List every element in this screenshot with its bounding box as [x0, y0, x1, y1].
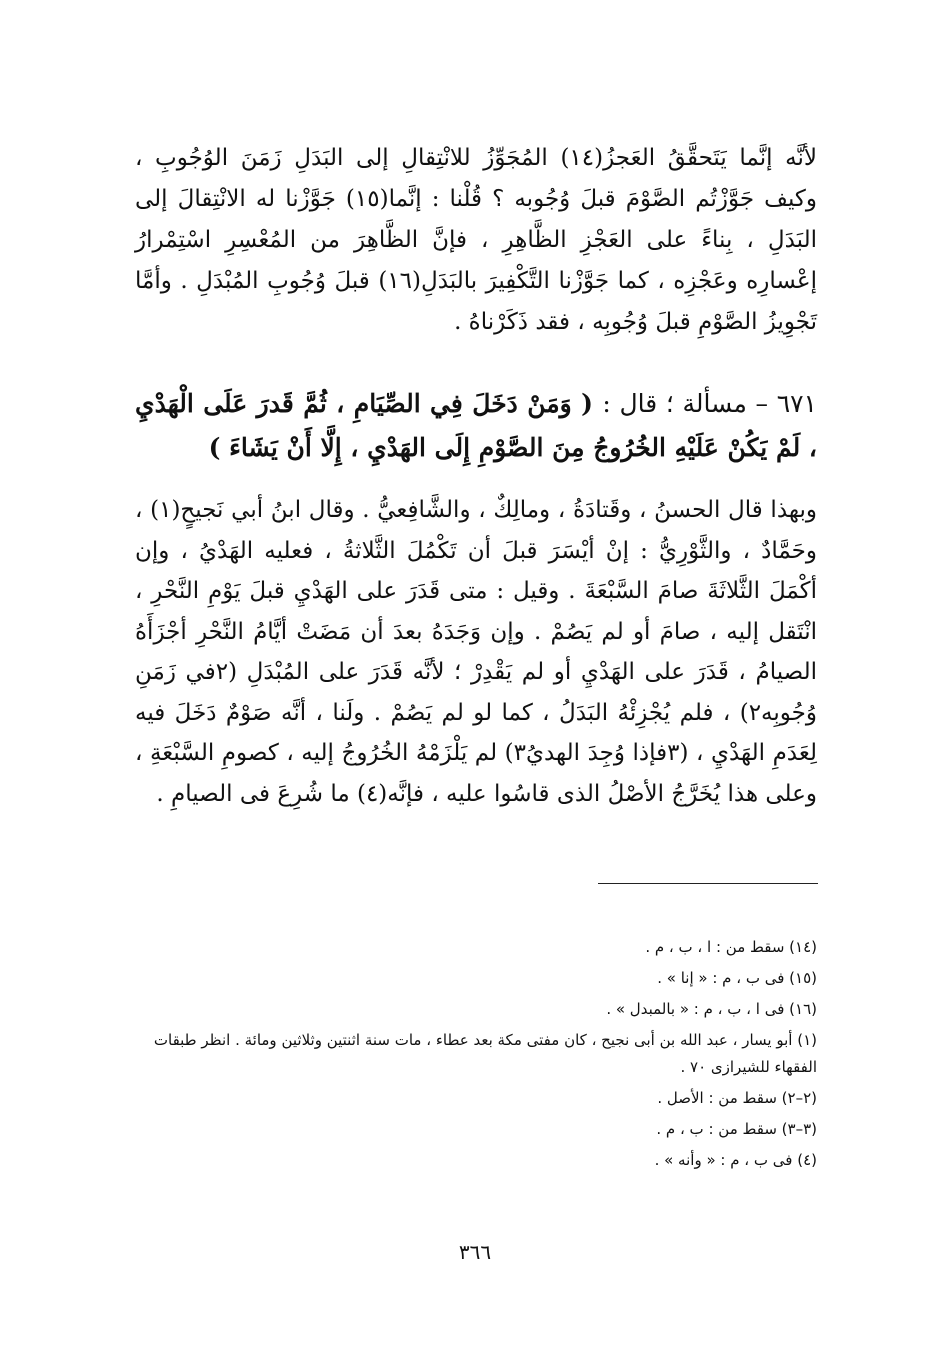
- issue-heading: [135, 382, 817, 470]
- paragraph-continuation: [135, 138, 817, 343]
- footnote: (٣–٣) سقط من : ب ، م .: [656, 1120, 817, 1138]
- footnote-separator: [598, 883, 818, 884]
- paragraph-text: وبهذا قال الحسنُ ، وقَتادَةُ ، ومالِكٌ ، والشَّافِعيُّ . وقال ابنُ أبي نَجيحٍ(١) ، وحَمَّادٌ ، والثَّوْرِيُّ : إنْ أيْسَرَ قبلَ أن تَكْمُلَ الثَّلاثةُ ، فعليه الهَدْيُ ، وإن أكْمَلَ الثَّلاثَةَ صامَ السَّبْعَةَ . وقيل : متى قَدَرَ على الهَدْيِ قبلَ يَوْمِ النَّحْرِ ، انْتَقل إليه ، صامَ أو لم يَصُمْ . وإن وَجَدَهُ بعدَ أن مَضَتْ أيَّامُ النَّحْرِ أجْزَأَهُ الصيامُ ، قَدَرَ على الهَدْيِ أو لم يَقْدِرْ ؛ لأنَّه قَدَرَ على المُبْدَلِ (٢في زَمَنِ وُجُوبِه٢) ، فلم يُجْزِئْهُ البَدَلُ ، كما لو لم يَصُمْ . ولَنا ، أنَّه صَوْمٌ دَخَلَ فيه لِعَدَمِ الهَدْيِ ، (٣فإذا وُجِدَ الهديُ٣) لم يَلْزَمْهُ الخُرُوجُ إليه ، كصومِ السَّبْعَةِ ، وعلى هذا يُخَرَّجُ الأصْلُ الذى قاسُوا عليه ، فإنَّه(٤) ما شُرِعَ فى الصيامِ .: [135, 497, 818, 807]
- footnote-continuation: الفقهاء للشيرازى ٧٠ .: [680, 1058, 817, 1076]
- footnote: (١٥) فى ب ، م : « إنا » .: [657, 969, 817, 987]
- page-number: ٣٦٦: [458, 1240, 492, 1264]
- footnote: (٤) فى ب ، م : « وأنه » .: [654, 1151, 817, 1169]
- footnote: (١٦) فى ا ، ب ، م : « بالمبدل » .: [606, 1000, 817, 1018]
- paragraph-text: لأنَّه إنَّما يَتَحقَّقُ العَجزُ(١٤) المُجَوِّزُ للانْتِقالِ إلى البَدَلِ زَمَنَ الوُجُوبِ ، وكيف جَوَّزْتُم الصَّوْمَ قبلَ وُجُوبه ؟ قُلْنا : إنَّما(١٥) جَوَّزْنا له الانْتِقالَ إلى البَدَلِ ، بِناءً على العَجْزِ الظَّاهِرِ ، فإنَّ الظَّاهِرَ من المُعْسِرِ اسْتِمْرارُ إعْسارِه وعَجْزِه ، كما جَوَّزْنا التَّكْفِيرَ بالبَدَلِ(١٦) قبلَ وُجُوبِ المُبْدَلِ . وأمَّا تَجْوِيزُ الصَّوْمِ قبلَ وُجُوبِه ، فقد ذَكَرْناهُ .: [135, 145, 818, 335]
- footnotes-section: [133, 932, 817, 1176]
- footnote: (١٤) سقط من : ا ، ب ، م .: [645, 938, 817, 956]
- paragraph-discussion: [135, 490, 817, 814]
- issue-quote: ( وَمَنْ دَخَلَ فِي الصِّيَامِ ، ثُمَّ قَدرَ عَلَى الْهَدْيِ ، لَمْ يَكُنْ عَلَيْهِ الخُرُوجُ مِنَ الصَّوْمِ إِلَى الهَدْيِ ، إِلَّا أَنْ يَشَاءَ ): [135, 389, 817, 462]
- issue-number-label: ٦٧١ – مسألة ؛ قال :: [602, 389, 817, 418]
- footnote: (٢–٢) سقط من : الأصل .: [657, 1089, 817, 1107]
- footnote: (١) أبو يسار ، عبد الله بن أبى نجيح ، كان مفتى مكة بعد عطاء ، مات سنة اثنتين وثلاثين ومائة . انظر طبقات: [153, 1031, 817, 1049]
